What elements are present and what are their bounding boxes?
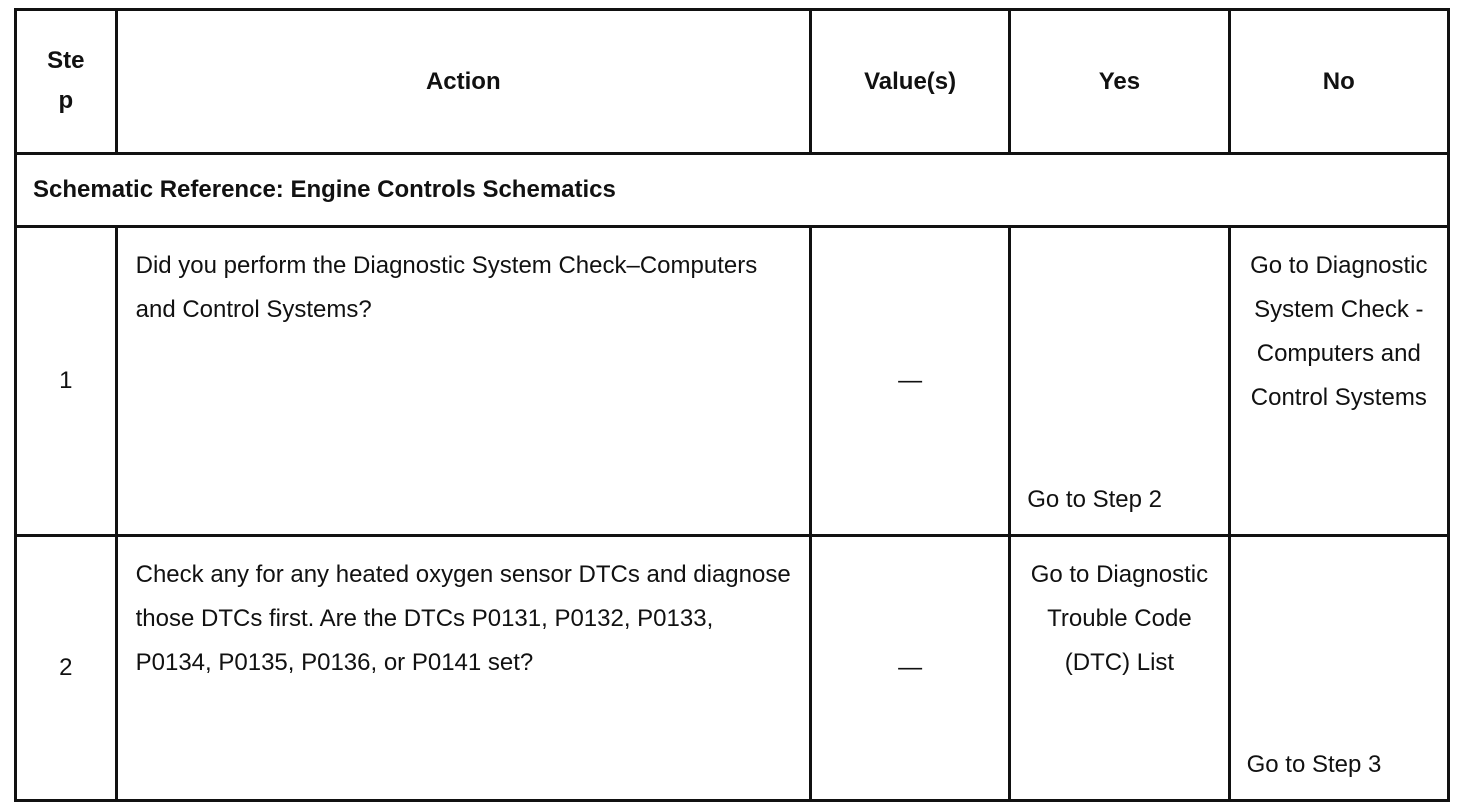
value-cell: — (810, 536, 1009, 801)
table-row (16, 227, 1449, 536)
action-cell: Did you perform the Diagnostic System Check–Computers and Control Systems? (116, 227, 810, 536)
header-action: Action (116, 10, 810, 154)
header-values: Value(s) (810, 10, 1009, 154)
header-no: No (1229, 10, 1448, 154)
header-row (16, 10, 1449, 154)
yes-cell: Go to Diagnostic Trouble Code (DTC) List (1010, 536, 1229, 801)
value-cell: — (810, 227, 1009, 536)
table-row (16, 536, 1449, 801)
no-cell: Go to Diagnostic System Check - Computers and Control Systems (1229, 227, 1448, 536)
header-step: Step (16, 10, 117, 154)
diagnostic-table (14, 8, 1450, 802)
header-yes: Yes (1010, 10, 1229, 154)
section-row (16, 154, 1449, 227)
no-cell: Go to Step 3 (1229, 536, 1448, 801)
section-title: Schematic Reference: Engine Controls Schematics (16, 154, 1449, 227)
yes-cell: Go to Step 2 (1010, 227, 1229, 536)
action-cell: Check any for any heated oxygen sensor DTCs and diagnose those DTCs first. Are the DTCs P0131, P0132, P0133, P0134, P0135, P0136, or P0141 set? (116, 536, 810, 801)
step-cell: 2 (16, 536, 117, 801)
step-cell: 1 (16, 227, 117, 536)
